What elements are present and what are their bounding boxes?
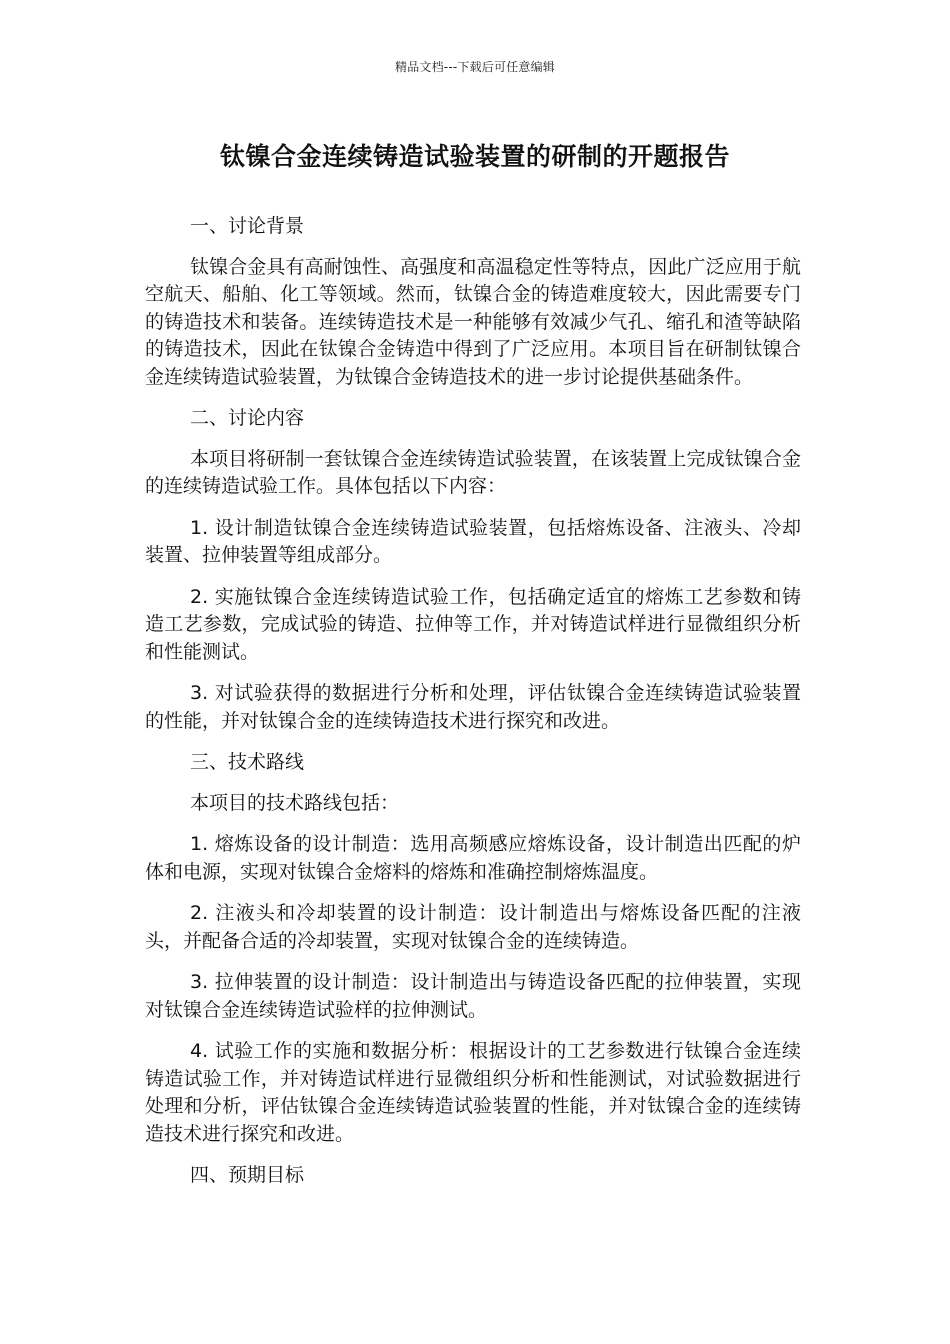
paragraph-background: 钛镍合金具有高耐蚀性、高强度和高温稳定性等特点，因此广泛应用于航空航天、船舶、化工等领域。然而，钛镍合金的铸造难度较大，因此需要专门的铸造技术和装备。连续铸造技术是一种能够有效减少气孔、缩孔和渣等缺陷的铸造技术，因此在钛镍合金铸造中得到了广泛应用。本项目旨在研制钛镍合金连续铸造试验装置，为钛镍合金铸造技术的进一步讨论提供基础条件。 <box>145 255 801 388</box>
list-item-route-2: 2. 注液头和冷却装置的设计制造：设计制造出与熔炼设备匹配的注液头，并配备合适的冷却装置，实现对钛镍合金的连续铸造。 <box>145 902 801 952</box>
section-heading-content: 二、讨论内容 <box>190 407 305 429</box>
paragraph-content-intro: 本项目将研制一套钛镍合金连续铸造试验装置，在该装置上完成钛镍合金的连续铸造试验工作。具体包括以下内容： <box>145 447 801 497</box>
list-item-route-4: 4. 试验工作的实施和数据分析：根据设计的工艺参数进行钛镍合金连续铸造试验工作，并对铸造试样进行显微组织分析和性能测试，对试验数据进行处理和分析，评估钛镍合金连续铸造试验装置的性能，并对钛镍合金的连续铸造技术进行探究和改进。 <box>145 1040 801 1145</box>
list-item-content-1: 1. 设计制造钛镍合金连续铸造试验装置，包括熔炼设备、注液头、冷却装置、拉伸装置等组成部分。 <box>145 516 801 566</box>
paragraph-route-intro: 本项目的技术路线包括： <box>190 791 400 814</box>
list-item-content-3: 3. 对试验获得的数据进行分析和处理，评估钛镍合金连续铸造试验装置的性能，并对钛镍合金的连续铸造技术进行探究和改进。 <box>145 682 801 732</box>
document-body <box>145 213 801 1190</box>
list-item-route-1: 1. 熔炼设备的设计制造：选用高频感应熔炼设备，设计制造出匹配的炉体和电源，实现对钛镍合金熔料的熔炼和准确控制熔炼温度。 <box>145 833 801 883</box>
section-heading-technical-route: 三、技术路线 <box>190 751 305 773</box>
list-item-route-3: 3. 拉伸装置的设计制造：设计制造出与铸造设备匹配的拉伸装置，实现对钛镍合金连续铸造试验样的拉伸测试。 <box>145 971 801 1021</box>
section-heading-expected-goals: 四、预期目标 <box>190 1164 305 1186</box>
document-title: 钛镍合金连续铸造试验装置的研制的开题报告 <box>219 142 730 171</box>
header-note: 精品文档---下载后可任意编辑 <box>395 60 555 74</box>
section-heading-background: 一、讨论背景 <box>190 215 305 237</box>
list-item-content-2: 2. 实施钛镍合金连续铸造试验工作，包括确定适宜的熔炼工艺参数和铸造工艺参数，完成试验的铸造、拉伸等工作，并对铸造试样进行显微组织分析和性能测试。 <box>145 585 801 663</box>
